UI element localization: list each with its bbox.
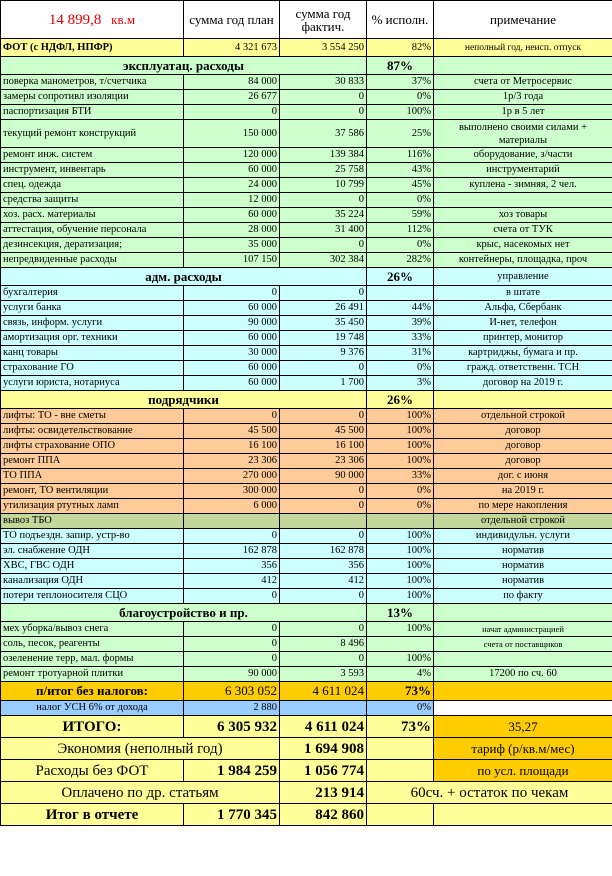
row-pct: 33% <box>367 469 434 484</box>
row-label: текущий ремонт конструкций <box>1 120 184 148</box>
row-plan: 16 100 <box>184 439 280 454</box>
table-row <box>1 331 612 346</box>
section-note <box>434 604 612 622</box>
row-pct: 59% <box>367 208 434 223</box>
section-pct: 26% <box>367 391 434 409</box>
row-pct: 282% <box>367 253 434 268</box>
subtotal-plan: 6 303 052 <box>184 682 280 701</box>
row-note: картриджы, бумага и пр. <box>434 346 612 361</box>
row-note: 1р/3 года <box>434 90 612 105</box>
row-note: договор <box>434 454 612 469</box>
no-fot-plan: 1 984 259 <box>184 760 280 782</box>
row-label: поверка манометров, т/счетчика <box>1 75 184 90</box>
table-row <box>1 637 612 652</box>
row-fact: 412 <box>280 574 367 589</box>
row-pct: 0% <box>367 193 434 208</box>
row-label: ремонт тротуарной плитки <box>1 667 184 682</box>
subtotal-label: п/итог без налогов: <box>1 682 184 701</box>
row-note: по факту <box>434 589 612 604</box>
row-note: договор <box>434 439 612 454</box>
header-row <box>1 1 612 39</box>
no-fot-pct <box>367 760 434 782</box>
row-fact: 16 100 <box>280 439 367 454</box>
col-fact-header: сумма год фактич. <box>280 1 367 39</box>
tax-label: налог УСН 6% от дохода <box>1 701 184 716</box>
table-row <box>1 514 612 529</box>
row-plan: 270 000 <box>184 469 280 484</box>
col-note-header: примечание <box>434 1 612 39</box>
row-fact: 0 <box>280 622 367 637</box>
row-fact: 9 376 <box>280 346 367 361</box>
table-row <box>1 105 612 120</box>
row-pct: 100% <box>367 574 434 589</box>
section-header <box>1 268 612 286</box>
row-label: эл. снабжение ОДН <box>1 544 184 559</box>
section-note <box>434 391 612 409</box>
row-plan: 412 <box>184 574 280 589</box>
row-fact: 1 700 <box>280 376 367 391</box>
row-fact: 3 593 <box>280 667 367 682</box>
row-label: спец. одежда <box>1 178 184 193</box>
row-label: связь, информ. услуги <box>1 316 184 331</box>
paid-row <box>1 782 612 804</box>
table-row <box>1 529 612 544</box>
row-fact: 162 878 <box>280 544 367 559</box>
row-label: вывоз ТБО <box>1 514 184 529</box>
row-plan: 120 000 <box>184 148 280 163</box>
economy-label: Экономия (неполный год) <box>1 738 280 760</box>
row-label: лифты: ТО - вне сметы <box>1 409 184 424</box>
row-note: договор <box>434 424 612 439</box>
row-plan: 6 000 <box>184 499 280 514</box>
row-label: инструмент, инвентарь <box>1 163 184 178</box>
row-pct: 100% <box>367 454 434 469</box>
table-row <box>1 361 612 376</box>
tariff-label: тариф (р/кв.м/мес) <box>434 738 612 760</box>
row-fact: 0 <box>280 90 367 105</box>
row-pct: 116% <box>367 148 434 163</box>
row-fact: 0 <box>280 529 367 544</box>
row-plan: 84 000 <box>184 75 280 90</box>
row-pct: 4% <box>367 667 434 682</box>
area-cell <box>1 1 184 39</box>
section-header <box>1 604 612 622</box>
row-plan: 60 000 <box>184 208 280 223</box>
row-plan: 0 <box>184 652 280 667</box>
table-row <box>1 286 612 301</box>
row-pct: 25% <box>367 120 434 148</box>
tariff-value: 35,27 <box>434 716 612 738</box>
table-row <box>1 90 612 105</box>
row-label: канц товары <box>1 346 184 361</box>
row-plan: 35 000 <box>184 238 280 253</box>
row-note: крыс, насекомых нет <box>434 238 612 253</box>
row-note: хоз товары <box>434 208 612 223</box>
row-fact: 0 <box>280 499 367 514</box>
total-label: ИТОГО: <box>1 716 184 738</box>
row-pct: 100% <box>367 622 434 637</box>
row-label: лифты страхование ОПО <box>1 439 184 454</box>
paid-label: Оплачено по др. статьям <box>1 782 280 804</box>
row-plan: 162 878 <box>184 544 280 559</box>
tax-plan: 2 880 <box>184 701 280 716</box>
tax-row <box>1 701 612 716</box>
table-row <box>1 193 612 208</box>
row-label: аттестация, обучение персонала <box>1 223 184 238</box>
table-row <box>1 454 612 469</box>
row-label: канализация ОДН <box>1 574 184 589</box>
row-plan: 0 <box>184 105 280 120</box>
tariff-note: по усл. площади <box>434 760 612 782</box>
row-plan: 0 <box>184 409 280 424</box>
row-note: норматив <box>434 574 612 589</box>
row-plan: 150 000 <box>184 120 280 148</box>
economy-pct <box>367 738 434 760</box>
row-pct: 100% <box>367 559 434 574</box>
row-plan: 60 000 <box>184 361 280 376</box>
row-label: дезинсекция, дератизация; <box>1 238 184 253</box>
no-fot-label: Расходы без ФОТ <box>1 760 184 782</box>
section-header <box>1 391 612 409</box>
row-fact: 25 758 <box>280 163 367 178</box>
row-plan: 12 000 <box>184 193 280 208</box>
row-plan: 356 <box>184 559 280 574</box>
row-note: счета от поставщиков <box>434 637 612 652</box>
row-plan: 107 150 <box>184 253 280 268</box>
row-note: куплена - зимняя, 2 чел. <box>434 178 612 193</box>
row-plan: 60 000 <box>184 163 280 178</box>
section-title: адм. расходы <box>1 268 367 286</box>
table-row <box>1 439 612 454</box>
row-note: в штате <box>434 286 612 301</box>
economy-row <box>1 738 612 760</box>
col-pct-header: % исполн. <box>367 1 434 39</box>
report-label: Итог в отчете <box>1 804 184 826</box>
total-pct: 73% <box>367 716 434 738</box>
row-pct: 0% <box>367 361 434 376</box>
row-label: озеленение терр, мал. формы <box>1 652 184 667</box>
row-note <box>434 193 612 208</box>
row-fact: 45 500 <box>280 424 367 439</box>
report-row <box>1 804 612 826</box>
row-pct: 100% <box>367 529 434 544</box>
row-pct: 45% <box>367 178 434 193</box>
row-plan: 30 000 <box>184 346 280 361</box>
row-fact: 0 <box>280 484 367 499</box>
row-pct: 44% <box>367 301 434 316</box>
row-note: начат администрацией <box>434 622 612 637</box>
row-plan <box>184 514 280 529</box>
table-row <box>1 667 612 682</box>
row-plan: 0 <box>184 286 280 301</box>
row-label: ремонт, ТО вентиляции <box>1 484 184 499</box>
row-fact: 0 <box>280 238 367 253</box>
table-row <box>1 424 612 439</box>
row-note: на 2019 г. <box>434 484 612 499</box>
paid-note: 60сч. + остаток по чекам <box>367 782 612 804</box>
row-label: лифты: освидетельствование <box>1 424 184 439</box>
row-pct: 100% <box>367 424 434 439</box>
row-label: замеры сопротивл изоляции <box>1 90 184 105</box>
row-plan: 26 677 <box>184 90 280 105</box>
section-pct: 13% <box>367 604 434 622</box>
row-pct: 0% <box>367 90 434 105</box>
no-fot-fact: 1 056 774 <box>280 760 367 782</box>
table-row <box>1 148 612 163</box>
row-pct: 39% <box>367 316 434 331</box>
row-note: отдельной строкой <box>434 514 612 529</box>
section-pct: 26% <box>367 268 434 286</box>
row-label: ремонт ППА <box>1 454 184 469</box>
row-pct: 100% <box>367 544 434 559</box>
no-fot-row <box>1 760 612 782</box>
row-fact: 0 <box>280 105 367 120</box>
economy-fact: 1 694 908 <box>280 738 367 760</box>
row-note: по мере накопления <box>434 499 612 514</box>
report-plan: 1 770 345 <box>184 804 280 826</box>
row-note <box>434 652 612 667</box>
table-row <box>1 499 612 514</box>
row-pct: 0% <box>367 499 434 514</box>
row-fact: 0 <box>280 193 367 208</box>
row-note: 1р в 5 лет <box>434 105 612 120</box>
row-note: дог. с июня <box>434 469 612 484</box>
row-pct <box>367 637 434 652</box>
area-value: 14 899,8 <box>48 11 102 28</box>
row-fact: 37 586 <box>280 120 367 148</box>
row-plan: 60 000 <box>184 301 280 316</box>
table-row <box>1 301 612 316</box>
table-row <box>1 208 612 223</box>
row-plan: 24 000 <box>184 178 280 193</box>
row-fact: 90 000 <box>280 469 367 484</box>
row-plan: 23 306 <box>184 454 280 469</box>
row-note: норматив <box>434 544 612 559</box>
row-note: счета от ТУК <box>434 223 612 238</box>
subtotal-note <box>434 682 612 701</box>
row-note: 17200 по сч. 60 <box>434 667 612 682</box>
row-fact: 23 306 <box>280 454 367 469</box>
table-row <box>1 163 612 178</box>
row-note: оборудование, з/части <box>434 148 612 163</box>
row-plan: 0 <box>184 529 280 544</box>
table-row <box>1 409 612 424</box>
row-note: принтер, монитор <box>434 331 612 346</box>
row-note: индивидульн. услуги <box>434 529 612 544</box>
report-fact: 842 860 <box>280 804 367 826</box>
row-plan: 300 000 <box>184 484 280 499</box>
row-pct: 100% <box>367 409 434 424</box>
row-plan: 90 000 <box>184 316 280 331</box>
table-row <box>1 75 612 90</box>
table-row <box>1 469 612 484</box>
section-title: благоустройство и пр. <box>1 604 367 622</box>
fot-note: неполный год, неисп. отпуск <box>434 39 612 57</box>
fot-pct: 82% <box>367 39 434 57</box>
row-pct: 100% <box>367 652 434 667</box>
table-row <box>1 238 612 253</box>
row-fact: 0 <box>280 652 367 667</box>
table-row <box>1 178 612 193</box>
row-fact: 31 400 <box>280 223 367 238</box>
row-fact: 35 450 <box>280 316 367 331</box>
row-label: утилизация ртутных ламп <box>1 499 184 514</box>
table-row <box>1 223 612 238</box>
row-plan: 0 <box>184 637 280 652</box>
row-fact: 302 384 <box>280 253 367 268</box>
table-row <box>1 589 612 604</box>
row-pct: 100% <box>367 589 434 604</box>
row-plan: 60 000 <box>184 331 280 346</box>
section-note <box>434 57 612 75</box>
row-plan: 45 500 <box>184 424 280 439</box>
row-fact: 26 491 <box>280 301 367 316</box>
row-label: бухгалтерия <box>1 286 184 301</box>
row-label: амортизация орг. техники <box>1 331 184 346</box>
tax-note <box>434 701 612 716</box>
row-note: норматив <box>434 559 612 574</box>
row-fact: 0 <box>280 589 367 604</box>
row-note: договор на 2019 г. <box>434 376 612 391</box>
subtotal-pct: 73% <box>367 682 434 701</box>
row-label: хоз. расх. материалы <box>1 208 184 223</box>
row-note: отдельной строкой <box>434 409 612 424</box>
row-note: выполнено своими силами + материалы <box>434 120 612 148</box>
row-fact: 0 <box>280 286 367 301</box>
row-label: ТО подъездн. запир. устр-во <box>1 529 184 544</box>
row-fact: 0 <box>280 409 367 424</box>
row-label: средства защиты <box>1 193 184 208</box>
table-row <box>1 316 612 331</box>
fot-row <box>1 39 612 57</box>
row-fact: 356 <box>280 559 367 574</box>
row-note: гражд. ответственн. ТСН <box>434 361 612 376</box>
total-fact: 4 611 024 <box>280 716 367 738</box>
row-fact: 8 496 <box>280 637 367 652</box>
row-label: непредвиденные расходы <box>1 253 184 268</box>
subtotal-row <box>1 682 612 701</box>
row-label: ХВС, ГВС ОДН <box>1 559 184 574</box>
table-row <box>1 484 612 499</box>
row-fact: 139 384 <box>280 148 367 163</box>
col-plan-header: сумма год план <box>184 1 280 39</box>
row-pct: 37% <box>367 75 434 90</box>
table-row <box>1 544 612 559</box>
row-plan: 0 <box>184 622 280 637</box>
row-label: услуги банка <box>1 301 184 316</box>
row-fact: 35 224 <box>280 208 367 223</box>
row-pct <box>367 514 434 529</box>
total-plan: 6 305 932 <box>184 716 280 738</box>
row-fact: 0 <box>280 361 367 376</box>
table-row <box>1 376 612 391</box>
fot-label: ФОТ (с НДФЛ, НПФР) <box>1 39 184 57</box>
row-label: ремонт инж. систем <box>1 148 184 163</box>
tax-pct: 0% <box>367 701 434 716</box>
row-pct: 33% <box>367 331 434 346</box>
section-pct: 87% <box>367 57 434 75</box>
row-pct: 0% <box>367 238 434 253</box>
row-pct: 100% <box>367 439 434 454</box>
table-row <box>1 652 612 667</box>
row-plan: 90 000 <box>184 667 280 682</box>
table-row <box>1 574 612 589</box>
row-label: соль, песок, реагенты <box>1 637 184 652</box>
row-pct: 31% <box>367 346 434 361</box>
row-label: услуги юриста, нотариуса <box>1 376 184 391</box>
row-label: страхование ГО <box>1 361 184 376</box>
row-plan: 60 000 <box>184 376 280 391</box>
row-fact: 19 748 <box>280 331 367 346</box>
fot-plan: 4 321 673 <box>184 39 280 57</box>
row-pct: 0% <box>367 484 434 499</box>
table-row <box>1 622 612 637</box>
report-pct <box>367 804 434 826</box>
row-fact: 30 833 <box>280 75 367 90</box>
paid-fact: 213 914 <box>280 782 367 804</box>
row-plan: 28 000 <box>184 223 280 238</box>
total-row <box>1 716 612 738</box>
tax-fact <box>280 701 367 716</box>
row-fact: 10 799 <box>280 178 367 193</box>
row-note: И-нет, телефон <box>434 316 612 331</box>
section-title: эксплуатац. расходы <box>1 57 367 75</box>
row-note: контейнеры, площадка, проч <box>434 253 612 268</box>
table-row <box>1 559 612 574</box>
table-row <box>1 253 612 268</box>
row-pct: 43% <box>367 163 434 178</box>
row-pct <box>367 286 434 301</box>
row-plan: 0 <box>184 589 280 604</box>
row-pct: 100% <box>367 105 434 120</box>
row-note: счета от Метросервис <box>434 75 612 90</box>
table-row <box>1 120 612 148</box>
area-unit: кв.м <box>111 11 136 27</box>
table-row <box>1 346 612 361</box>
row-label: потери теплоносителя СЦО <box>1 589 184 604</box>
row-note: Альфа, Сбербанк <box>434 301 612 316</box>
row-fact <box>280 514 367 529</box>
row-note: инструментарий <box>434 163 612 178</box>
row-label: паспортизация БТИ <box>1 105 184 120</box>
section-note: управление <box>434 268 612 286</box>
section-title: подрядчики <box>1 391 367 409</box>
subtotal-fact: 4 611 024 <box>280 682 367 701</box>
report-note <box>434 804 612 826</box>
fot-fact: 3 554 250 <box>280 39 367 57</box>
row-pct: 3% <box>367 376 434 391</box>
row-pct: 112% <box>367 223 434 238</box>
row-label: мех уборка/вывоз снега <box>1 622 184 637</box>
row-label: ТО ППА <box>1 469 184 484</box>
section-header <box>1 57 612 75</box>
